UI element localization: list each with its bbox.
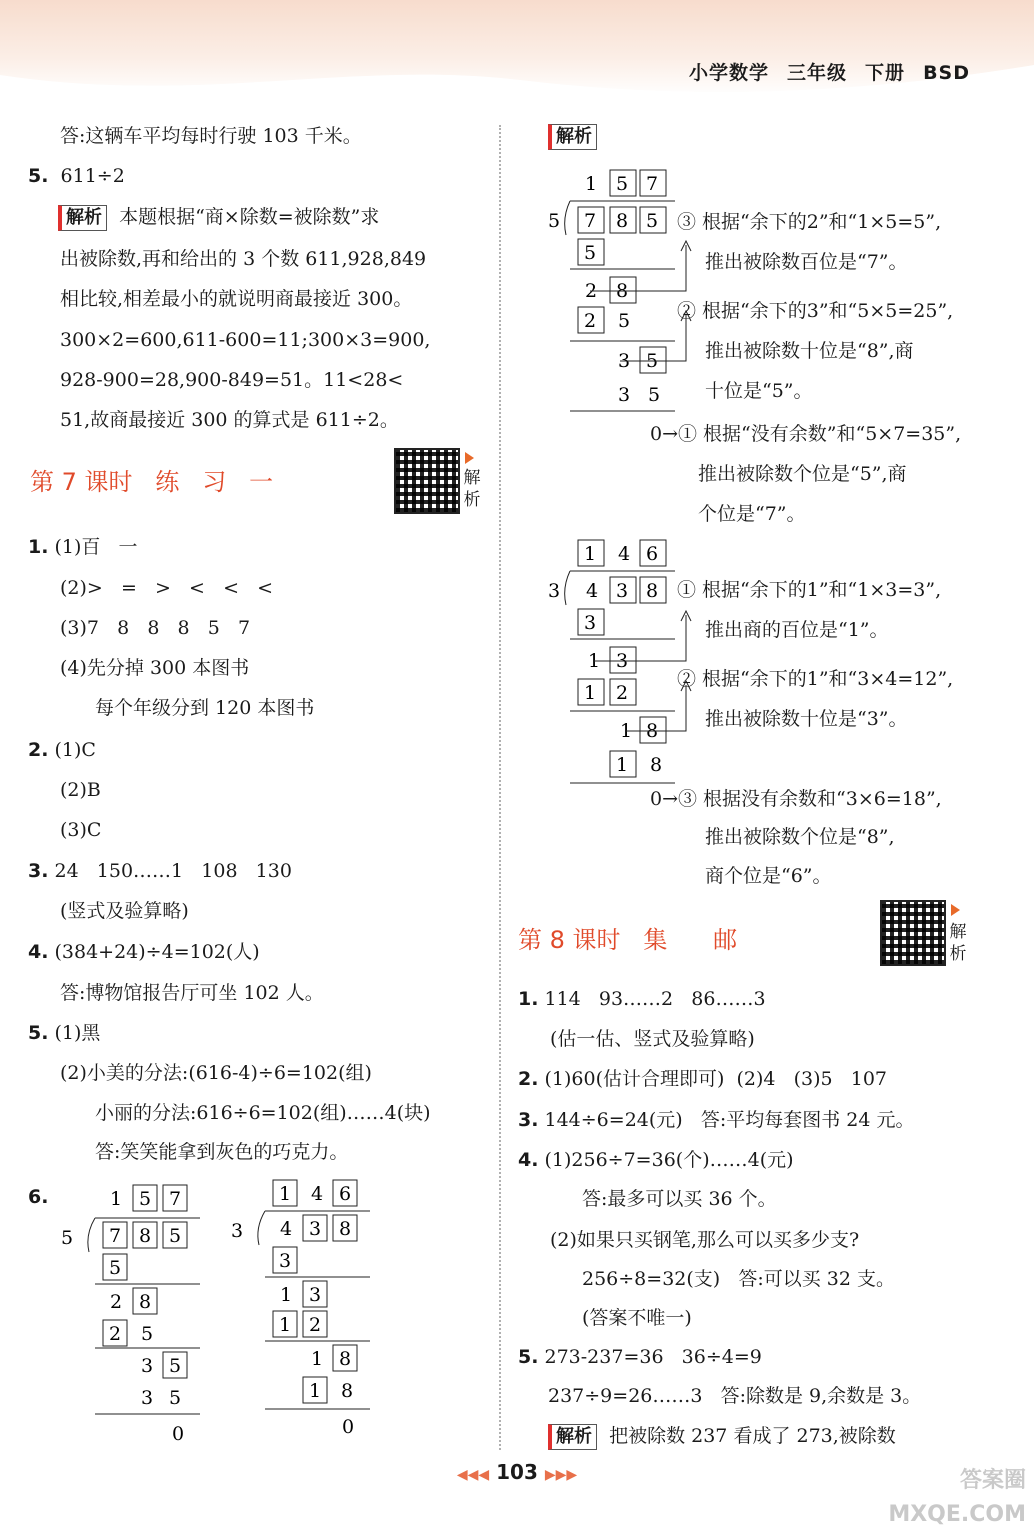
note-text: 推出被除数个位是“5”,商 <box>698 463 907 485</box>
answer-1 <box>28 533 138 561</box>
next-arrows-icon: ▶▶▶ <box>544 1467 578 1483</box>
answer-text: 256÷8=32(支) 答:可以买 32 支。 <box>582 1268 895 1290</box>
question-number: 1. <box>518 988 539 1010</box>
lesson-7-title: 第 7 课时 练 习 一 <box>30 468 274 496</box>
answer-text: 答:博物馆报告厅可坐 102 人。 <box>60 982 324 1004</box>
answer-text: (2)B <box>60 779 101 801</box>
lesson-8-title: 第 8 课时 集 邮 <box>518 926 738 954</box>
note-text: ③ 根据“余下的2”和“1×5=5”, <box>677 211 942 233</box>
step-digit: 5 <box>109 1257 122 1279</box>
answer-3 <box>28 857 292 885</box>
dividend-digit: 8 <box>339 1218 352 1240</box>
answer-text: 答:笑笑能拿到灰色的巧克力。 <box>95 1141 349 1163</box>
answer-text: (1)百 一 <box>54 536 138 558</box>
answer-text: 每个年级分到 120 本图书 <box>95 697 315 719</box>
answer-text: 114 93……2 86……3 <box>544 988 766 1010</box>
step-digit: 1 <box>309 1380 322 1402</box>
step-digit: 1 <box>279 1314 292 1336</box>
answer-text: (估一估、竖式及验算略) <box>550 1028 755 1050</box>
note-text: ② 根据“余下的3”和“5×5=25”, <box>677 300 954 322</box>
answer-5 <box>28 1019 100 1047</box>
step-digit: 5 <box>618 310 631 332</box>
answer-2 <box>28 736 96 764</box>
note-text: 推出商的百位是“1”。 <box>705 619 889 641</box>
divisor: 3 <box>548 580 561 602</box>
note-text: 0→③ 根据没有余数和“3×6=18”, <box>650 788 942 810</box>
column-divider <box>499 125 501 1450</box>
answer-line: 答:这辆车平均每时行驶 103 千米。 <box>60 125 362 147</box>
dividend-digit: 4 <box>586 580 599 602</box>
dividend-digit: 8 <box>646 580 659 602</box>
step-digit: 3 <box>616 650 629 672</box>
quotient-digit: 1 <box>584 543 597 565</box>
answer-4 <box>28 938 260 966</box>
analysis-badge-line <box>548 122 597 150</box>
page-footer <box>0 1460 1034 1484</box>
answer-text: (2)> = > < < < <box>60 577 274 599</box>
answer-text: 小丽的分法:616÷6=102(组)……4(块) <box>95 1102 431 1124</box>
step-digit: 8 <box>339 1348 352 1370</box>
divisor: 5 <box>61 1227 74 1249</box>
analysis-text: 本题根据“商×除数=被除数”求 <box>119 206 380 228</box>
question-number: 3. <box>518 1109 539 1131</box>
step-digit: 8 <box>650 754 663 776</box>
answer-text: (2)如果只买钢笔,那么可以买多少支? <box>550 1229 860 1251</box>
analysis-badge: 解析 <box>548 1424 597 1450</box>
divisor: 3 <box>231 1220 244 1242</box>
note-text: 个位是“7”。 <box>698 503 806 525</box>
analysis-text: 相比较,相差最小的就说明商最接近 300。 <box>60 288 413 310</box>
step-digit: 5 <box>584 242 597 264</box>
quotient-digit: 4 <box>618 543 631 565</box>
qr-label-2: 析 <box>463 490 481 510</box>
qr-code-icon[interactable] <box>394 448 460 514</box>
page-number: 103 <box>496 1460 538 1484</box>
qr-code-icon[interactable] <box>880 900 946 966</box>
quotient-digit: 6 <box>339 1183 352 1205</box>
answer-text: (4)先分掉 300 本图书 <box>60 657 250 679</box>
remainder: 0 <box>172 1423 185 1445</box>
step-digit: 8 <box>341 1380 354 1402</box>
step-digit: 1 <box>620 720 633 742</box>
prev-arrows-icon: ◀◀◀ <box>456 1467 490 1483</box>
analysis-text: 300×2=600,611-600=11;300×3=900, <box>60 329 431 351</box>
step-digit: 5 <box>141 1323 154 1345</box>
play-icon <box>465 452 474 464</box>
step-digit: 5 <box>648 384 661 406</box>
dividend-digit: 3 <box>309 1218 322 1240</box>
step-digit: 2 <box>110 1291 123 1313</box>
step-digit: 3 <box>618 350 631 372</box>
answer-3 <box>518 1106 914 1134</box>
question-number: 2. <box>28 739 49 761</box>
step-digit: 2 <box>309 1314 322 1336</box>
dividend-digit: 8 <box>616 210 629 232</box>
answer-5 <box>518 1343 762 1371</box>
answer-text: 144÷6=24(元) 答:平均每套图书 24 元。 <box>544 1109 915 1131</box>
answer-text: 273-237=36 36÷4=9 <box>544 1346 762 1368</box>
question-number: 5. <box>28 165 49 187</box>
long-division-analysis-1 <box>540 165 700 435</box>
long-division-analysis-2 <box>540 535 700 815</box>
analysis-text: 出被除数,再和给出的 3 个数 611,928,849 <box>60 248 427 270</box>
note-text: 推出被除数个位是“8”, <box>705 826 895 848</box>
question-number: 4. <box>28 941 49 963</box>
answer-text: (答案不唯一) <box>582 1307 692 1329</box>
step-digit: 3 <box>141 1355 154 1377</box>
step-digit: 5 <box>646 350 659 372</box>
watermark-line2: MXQE.COM <box>888 1502 1026 1527</box>
header-edition: BSD <box>923 62 970 84</box>
note-text: 推出被除数百位是“7”。 <box>705 251 908 273</box>
answer-text: (1)256÷7=36(个)……4(元) <box>544 1149 794 1171</box>
quotient-digit: 7 <box>646 173 659 195</box>
question-number: 4. <box>518 1149 539 1171</box>
step-digit: 3 <box>141 1387 154 1409</box>
step-digit: 3 <box>618 384 631 406</box>
header-subject: 小学数学 <box>689 62 770 84</box>
answer-1 <box>518 985 766 1013</box>
note-text: 商个位是“6”。 <box>705 865 832 887</box>
long-division-1 <box>55 1180 215 1450</box>
answer-6 <box>28 1183 48 1211</box>
qr-label-1: 解 <box>463 468 481 488</box>
step-digit: 1 <box>311 1348 324 1370</box>
step-digit: 2 <box>584 310 597 332</box>
quotient-digit: 7 <box>169 1188 182 1210</box>
analysis-text: 928-900=28,900-849=51。11<28< <box>60 369 404 391</box>
header-grade: 三年级 <box>787 62 848 84</box>
question-number: 1. <box>28 536 49 558</box>
step-digit: 2 <box>109 1323 122 1345</box>
step-digit: 5 <box>169 1355 182 1377</box>
quotient-digit: 1 <box>279 1183 292 1205</box>
quotient-boxes <box>110 1185 187 1211</box>
note-text: ① 根据“余下的1”和“1×3=3”, <box>677 579 942 601</box>
step-digit: 8 <box>616 280 629 302</box>
note-text: 推出被除数十位是“3”。 <box>705 708 908 730</box>
quotient-digit: 4 <box>311 1183 324 1205</box>
answer-text: (1)60(估计合理即可) (2)4 (3)5 107 <box>544 1068 888 1090</box>
qr-label-2: 析 <box>949 944 967 964</box>
question-number: 3. <box>28 860 49 882</box>
quotient-digit: 5 <box>616 173 629 195</box>
watermark <box>888 1464 1026 1532</box>
dividend-digit: 3 <box>616 580 629 602</box>
analysis-text: 51,故商最接近 300 的算式是 611÷2。 <box>60 409 399 431</box>
step-digit: 8 <box>139 1291 152 1313</box>
step-digit: 8 <box>646 720 659 742</box>
divisor: 5 <box>548 210 561 232</box>
analysis-badge: 解析 <box>548 124 597 150</box>
note-text: 推出被除数十位是“8”,商 <box>705 340 914 362</box>
dividend-digit: 5 <box>169 1225 182 1247</box>
watermark-line1: 答案圈 <box>959 1468 1026 1493</box>
analysis-badge: 解析 <box>58 205 107 231</box>
quotient-digit: 1 <box>585 173 598 195</box>
analysis-line <box>548 1422 896 1450</box>
question-number: 2. <box>518 1068 539 1090</box>
header-term: 下册 <box>865 62 906 84</box>
remainder: 0 <box>342 1416 355 1438</box>
dividend-digit: 5 <box>646 210 659 232</box>
question-5 <box>28 162 125 190</box>
quotient-digit: 6 <box>646 543 659 565</box>
answer-4 <box>518 1146 794 1174</box>
step-digit: 1 <box>584 682 597 704</box>
answer-text: (384+24)÷4=102(人) <box>54 941 260 963</box>
note-text: 十位是“5”。 <box>705 380 813 402</box>
step-digit: 3 <box>309 1284 322 1306</box>
answer-text: (1)C <box>54 739 96 761</box>
play-icon <box>951 904 960 916</box>
answer-text: (3)C <box>60 819 102 841</box>
answer-text: 237÷9=26……3 答:除数是 9,余数是 3。 <box>548 1385 922 1407</box>
header-title <box>671 58 970 85</box>
step-digit: 5 <box>169 1387 182 1409</box>
step-digit: 3 <box>584 612 597 634</box>
dividend-digit: 7 <box>584 210 597 232</box>
step-digit: 3 <box>279 1250 292 1272</box>
note-text: 0→① 根据“没有余数”和“5×7=35”, <box>650 423 962 445</box>
answer-text: (3)7 8 8 8 5 7 <box>60 617 251 639</box>
answer-text: (1)黑 <box>54 1022 101 1044</box>
quotient-digit: 5 <box>139 1188 152 1210</box>
question-number: 5. <box>518 1346 539 1368</box>
step-digit: 1 <box>588 650 601 672</box>
analysis-block <box>58 203 379 231</box>
long-division-2 <box>225 1175 385 1445</box>
answer-2 <box>518 1065 887 1093</box>
note-text: ② 根据“余下的1”和“3×4=12”, <box>677 668 954 690</box>
step-digit: 1 <box>616 754 629 776</box>
answer-text: (竖式及验算略) <box>60 900 189 922</box>
step-digit: 2 <box>585 280 598 302</box>
step-digit: 1 <box>280 1284 293 1306</box>
quotient-digit: 1 <box>110 1188 123 1210</box>
question-text: 611÷2 <box>60 165 125 187</box>
qr-label-1: 解 <box>949 922 967 942</box>
dividend-digit: 4 <box>280 1218 293 1240</box>
answer-text: 24 150……1 108 130 <box>54 860 292 882</box>
step-digit: 2 <box>616 682 629 704</box>
analysis-text: 把被除数 237 看成了 273,被除数 <box>609 1425 896 1447</box>
dividend-digit: 7 <box>109 1225 122 1247</box>
question-number: 6. <box>28 1186 49 1208</box>
dividend-digit: 8 <box>139 1225 152 1247</box>
answer-text: 答:最多可以买 36 个。 <box>582 1188 777 1210</box>
question-number: 5. <box>28 1022 49 1044</box>
answer-text: (2)小美的分法:(616-4)÷6=102(组) <box>60 1062 372 1084</box>
